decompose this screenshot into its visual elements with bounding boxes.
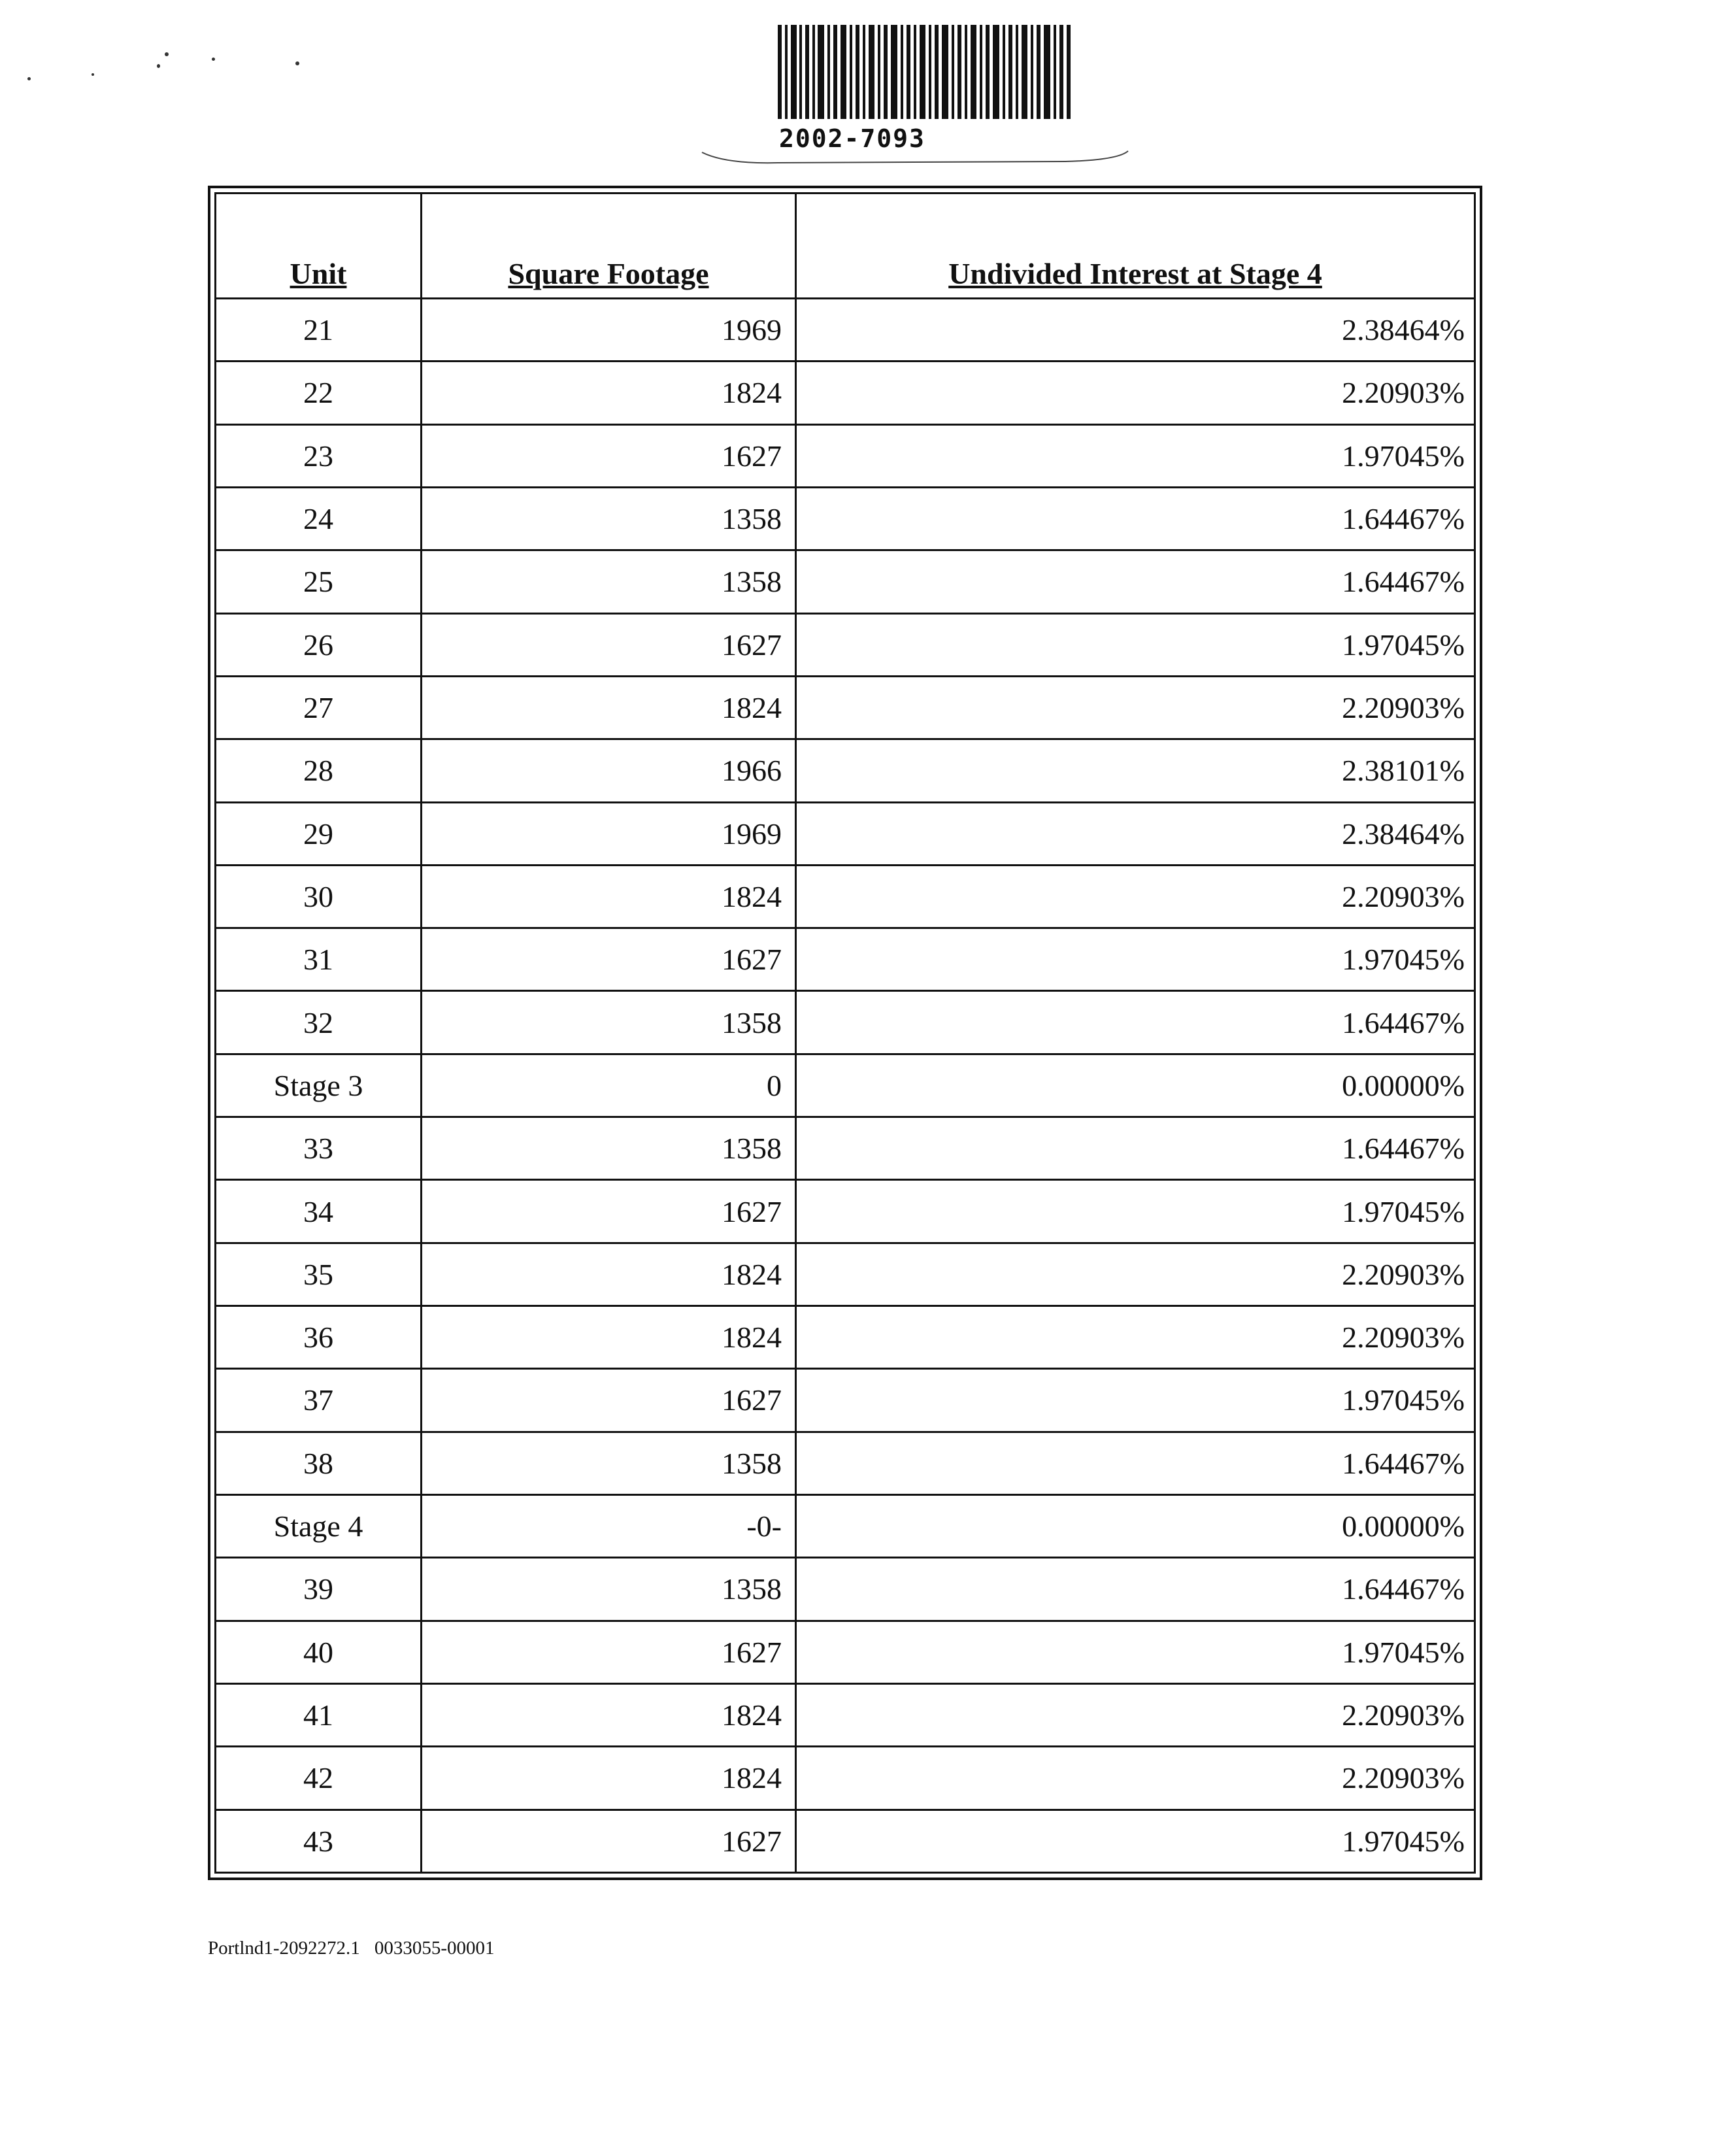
barcode-bars (778, 25, 1072, 123)
cell-unit: 29 (216, 802, 422, 865)
cell-unit: 37 (216, 1369, 422, 1432)
cell-square-footage: -0- (422, 1494, 796, 1557)
scan-speck (92, 73, 94, 76)
scan-speck (27, 77, 31, 80)
cell-square-footage: 1358 (422, 1558, 796, 1621)
cell-undivided-interest: 1.97045% (796, 613, 1475, 676)
cell-undivided-interest: 1.97045% (796, 424, 1475, 487)
cell-undivided-interest: 2.20903% (796, 1243, 1475, 1305)
table-row (216, 299, 1475, 362)
table-row (216, 1432, 1475, 1494)
table-row (216, 991, 1475, 1054)
cell-square-footage: 1627 (422, 928, 796, 991)
cell-square-footage: 1358 (422, 991, 796, 1054)
cell-undivided-interest: 2.20903% (796, 865, 1475, 928)
table-row (216, 1747, 1475, 1810)
cell-unit: 35 (216, 1243, 422, 1305)
cell-square-footage: 1824 (422, 865, 796, 928)
cell-unit: 27 (216, 676, 422, 739)
cell-undivided-interest: 1.64467% (796, 1558, 1475, 1621)
cell-unit: Stage 3 (216, 1054, 422, 1117)
cell-square-footage: 1627 (422, 424, 796, 487)
cell-unit: 36 (216, 1306, 422, 1369)
table-row (216, 550, 1475, 613)
cell-square-footage: 0 (422, 1054, 796, 1117)
cell-unit: 32 (216, 991, 422, 1054)
table-row (216, 1243, 1475, 1305)
cell-unit: 28 (216, 739, 422, 802)
cell-square-footage: 1824 (422, 1306, 796, 1369)
cell-undivided-interest: 1.64467% (796, 1117, 1475, 1180)
cell-undivided-interest: 1.64467% (796, 487, 1475, 550)
cell-square-footage: 1627 (422, 1810, 796, 1873)
cell-undivided-interest: 0.00000% (796, 1054, 1475, 1117)
table-row (216, 613, 1475, 676)
cell-square-footage: 1824 (422, 1683, 796, 1746)
cell-square-footage: 1824 (422, 362, 796, 424)
cell-undivided-interest: 2.38101% (796, 739, 1475, 802)
cell-square-footage: 1358 (422, 487, 796, 550)
cell-unit: 26 (216, 613, 422, 676)
table-row (216, 487, 1475, 550)
barcode (778, 25, 1072, 156)
barcode-number: 2002-7093 (779, 124, 925, 153)
footer-matter-number: 0033055-00001 (374, 1938, 495, 1959)
table-row (216, 1306, 1475, 1369)
cell-undivided-interest: 2.20903% (796, 1747, 1475, 1810)
table-row (216, 676, 1475, 739)
table-body (216, 299, 1475, 1873)
unit-table-frame (208, 186, 1482, 1880)
cell-square-footage: 1627 (422, 1180, 796, 1243)
cell-undivided-interest: 1.97045% (796, 1810, 1475, 1873)
cell-square-footage: 1966 (422, 739, 796, 802)
table-row (216, 928, 1475, 991)
cell-undivided-interest: 1.64467% (796, 550, 1475, 613)
table-header-row (216, 194, 1475, 299)
cell-square-footage: 1824 (422, 1747, 796, 1810)
cell-unit: 39 (216, 1558, 422, 1621)
cell-square-footage: 1358 (422, 1432, 796, 1494)
cell-unit: 41 (216, 1683, 422, 1746)
table-row (216, 1369, 1475, 1432)
cell-undivided-interest: 1.64467% (796, 1432, 1475, 1494)
scan-speck (157, 64, 160, 68)
cell-undivided-interest: 2.20903% (796, 362, 1475, 424)
cell-square-footage: 1358 (422, 550, 796, 613)
footer-doc-id: Portlnd1-2092272.1 (208, 1938, 360, 1959)
document-footer (208, 1938, 494, 1959)
cell-unit: 34 (216, 1180, 422, 1243)
table-row (216, 865, 1475, 928)
cell-undivided-interest: 2.20903% (796, 676, 1475, 739)
cell-unit: 42 (216, 1747, 422, 1810)
table-row (216, 424, 1475, 487)
cell-undivided-interest: 2.38464% (796, 299, 1475, 362)
cell-unit: 25 (216, 550, 422, 613)
cell-undivided-interest: 1.64467% (796, 991, 1475, 1054)
column-header-undivided-interest: Undivided Interest at Stage 4 (796, 194, 1475, 299)
column-header-square-footage: Square Footage (422, 194, 796, 299)
cell-undivided-interest: 1.97045% (796, 1180, 1475, 1243)
table-row (216, 1180, 1475, 1243)
cell-unit: Stage 4 (216, 1494, 422, 1557)
table-row (216, 1558, 1475, 1621)
cell-square-footage: 1824 (422, 676, 796, 739)
scan-speck (212, 58, 215, 61)
cell-undivided-interest: 2.38464% (796, 802, 1475, 865)
cell-square-footage: 1969 (422, 299, 796, 362)
table-row (216, 1494, 1475, 1557)
cell-unit: 31 (216, 928, 422, 991)
cell-undivided-interest: 1.97045% (796, 1369, 1475, 1432)
cell-square-footage: 1627 (422, 1369, 796, 1432)
cell-unit: 43 (216, 1810, 422, 1873)
cell-undivided-interest: 1.97045% (796, 928, 1475, 991)
unit-interest-table (214, 192, 1476, 1874)
cell-unit: 24 (216, 487, 422, 550)
cell-unit: 33 (216, 1117, 422, 1180)
cell-undivided-interest: 2.20903% (796, 1306, 1475, 1369)
cell-square-footage: 1824 (422, 1243, 796, 1305)
table-row (216, 739, 1475, 802)
cell-undivided-interest: 0.00000% (796, 1494, 1475, 1557)
table-row (216, 1621, 1475, 1683)
cell-undivided-interest: 1.97045% (796, 1621, 1475, 1683)
scan-speck (295, 61, 299, 65)
scan-speck (165, 52, 169, 56)
table-row (216, 362, 1475, 424)
cell-unit: 22 (216, 362, 422, 424)
cell-square-footage: 1627 (422, 613, 796, 676)
cell-square-footage: 1627 (422, 1621, 796, 1683)
cell-unit: 23 (216, 424, 422, 487)
barcode-underline (699, 147, 1131, 167)
cell-unit: 40 (216, 1621, 422, 1683)
table-row (216, 802, 1475, 865)
column-header-unit: Unit (216, 194, 422, 299)
cell-square-footage: 1358 (422, 1117, 796, 1180)
table-row (216, 1117, 1475, 1180)
cell-undivided-interest: 2.20903% (796, 1683, 1475, 1746)
cell-unit: 21 (216, 299, 422, 362)
cell-square-footage: 1969 (422, 802, 796, 865)
table-row (216, 1810, 1475, 1873)
table-row (216, 1683, 1475, 1746)
cell-unit: 38 (216, 1432, 422, 1494)
table-row (216, 1054, 1475, 1117)
cell-unit: 30 (216, 865, 422, 928)
